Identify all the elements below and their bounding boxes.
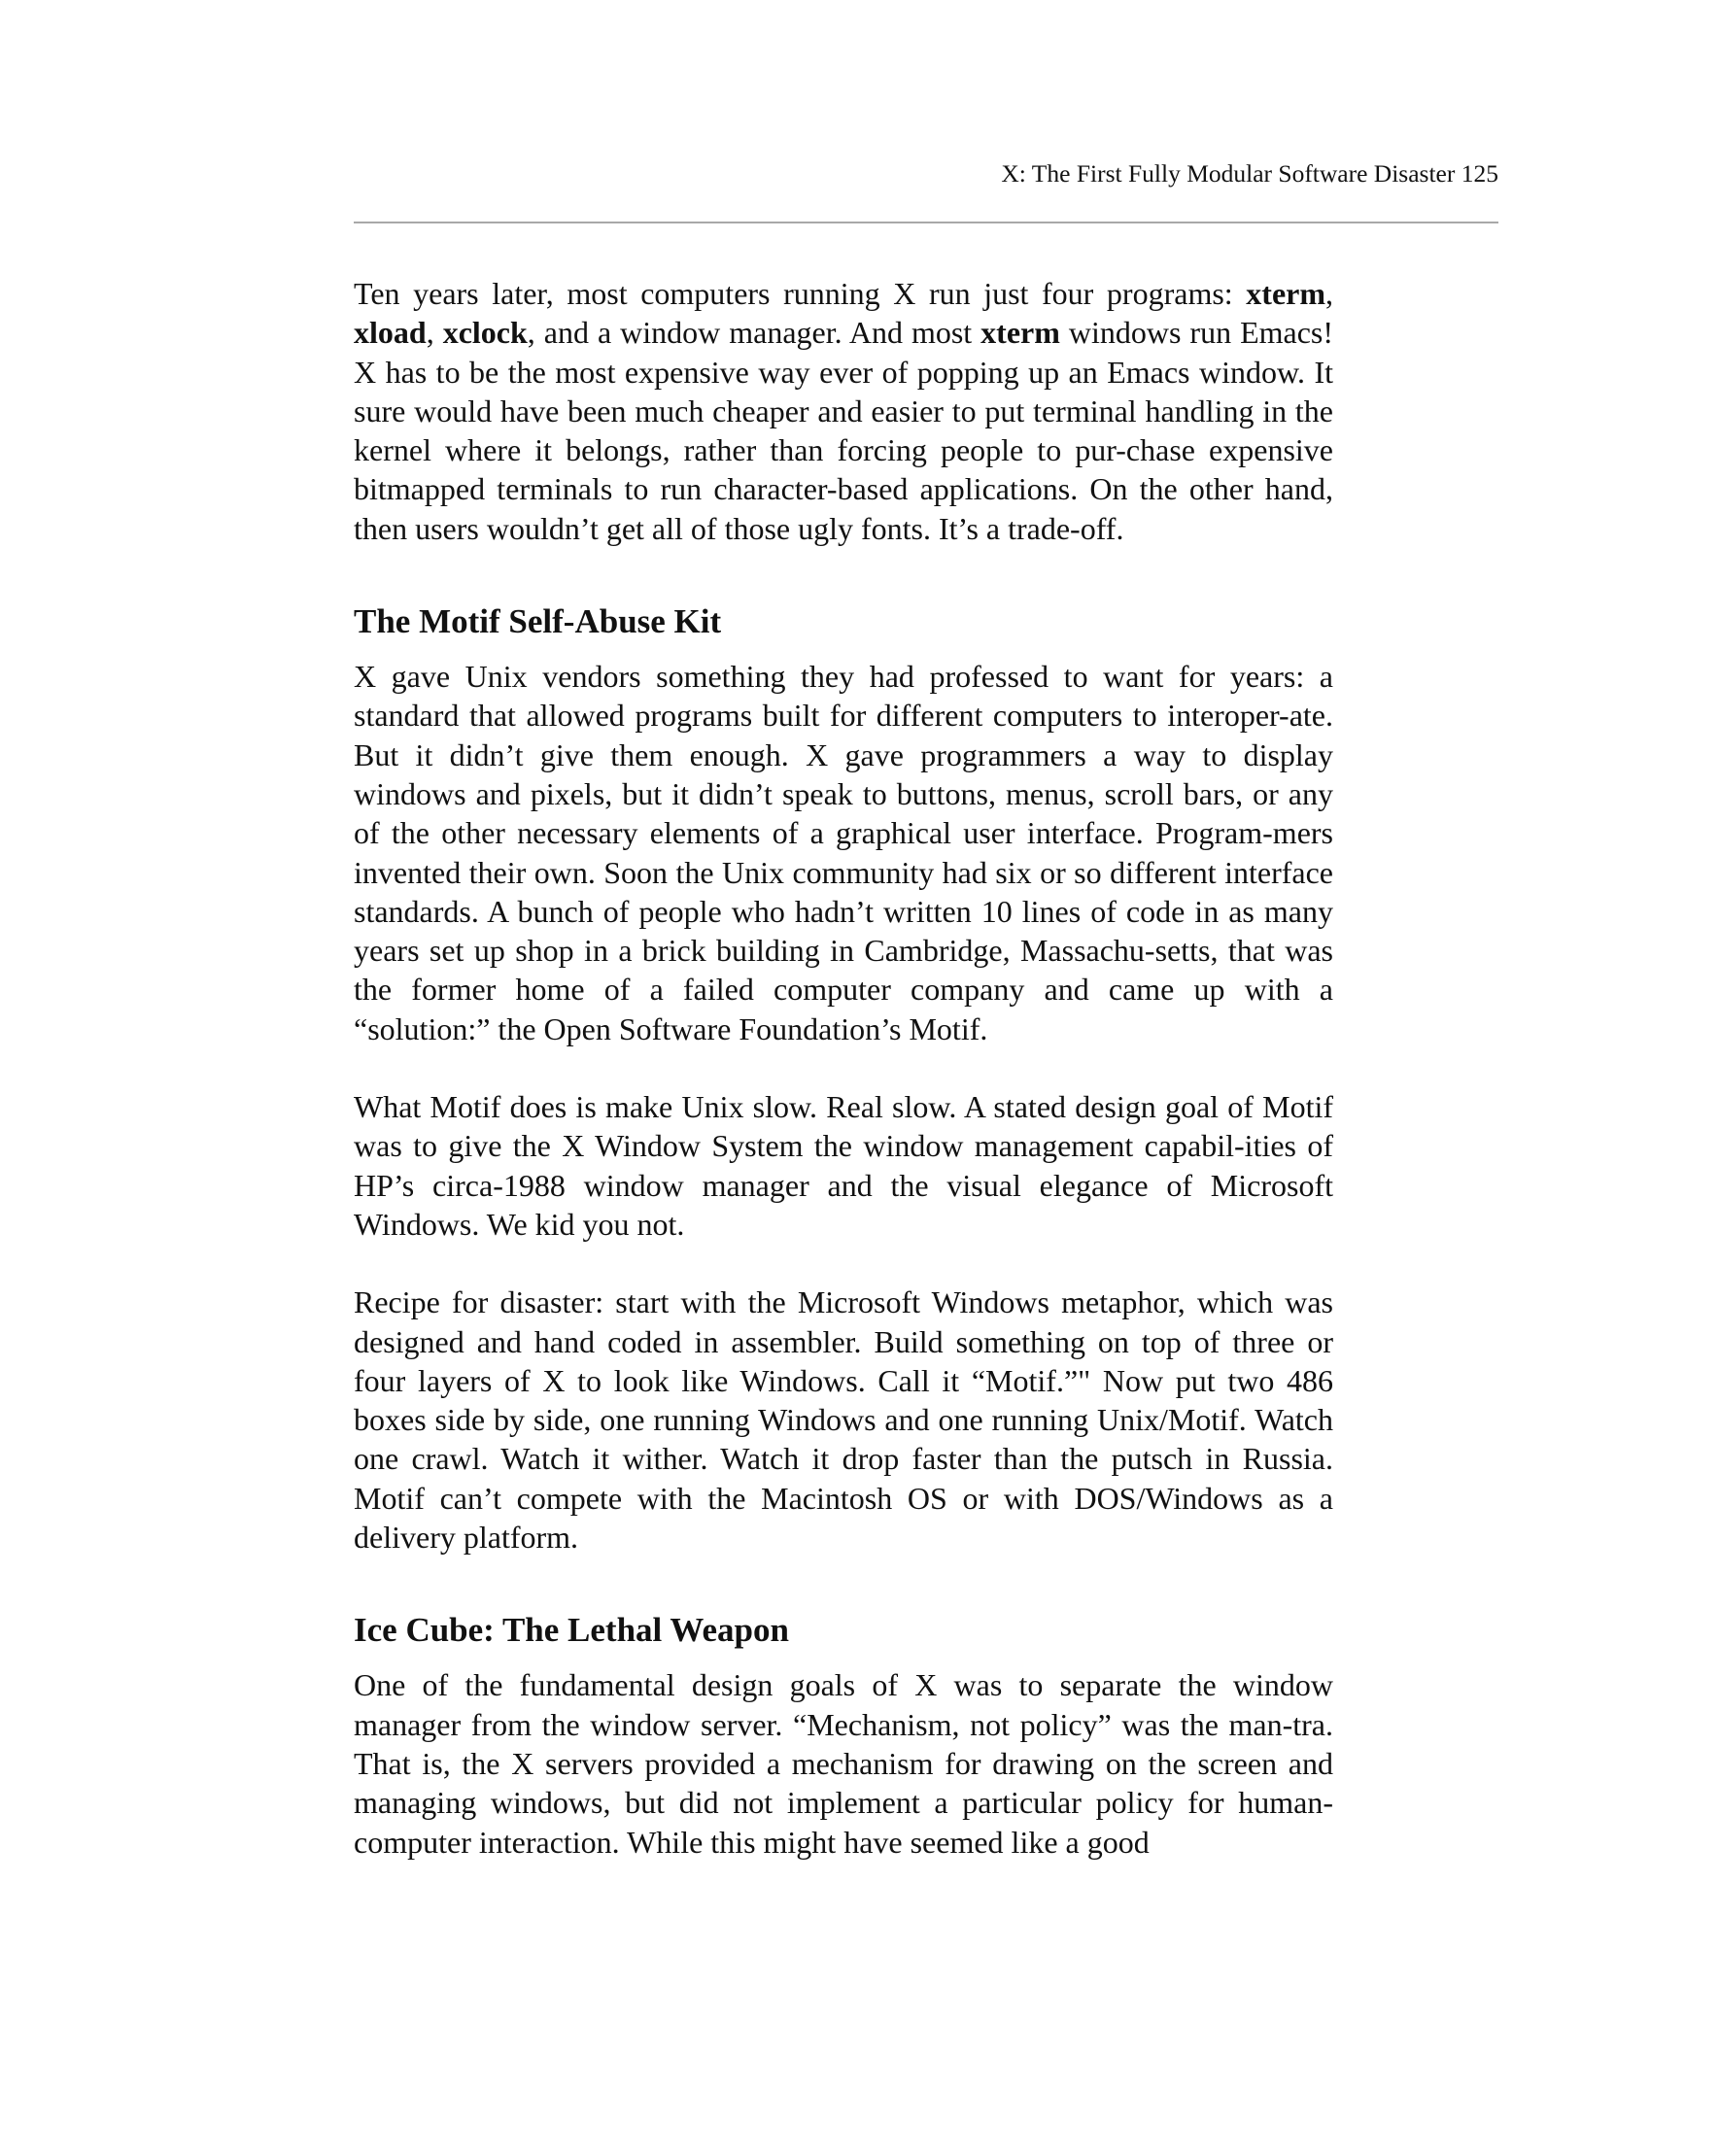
running-head: X: The First Fully Modular Software Disaster 125 bbox=[1001, 159, 1498, 188]
text-run: , and a window manager. And most bbox=[527, 315, 981, 351]
text-column bbox=[354, 274, 1333, 1862]
section-heading-ice-cube: Ice Cube: The Lethal Weapon bbox=[354, 1611, 789, 1650]
command-xterm: xterm bbox=[980, 315, 1060, 351]
command-xload: xload bbox=[354, 315, 427, 351]
header-rule bbox=[354, 222, 1498, 223]
paragraph-ice-cube-1: One of the fundamental design goals of X was to separate the window manager from the window server. “Mechanism, not policy” was the man-tra. That is, the X servers provided a mechanism for drawing on the screen and managing windows, but did not implement a particular policy for human-computer interaction. While this might have seemed like a good bbox=[354, 1667, 1333, 1860]
text-run: windows run Emacs! X has to be the most expensive way ever of popping up an Emacs window. It sure would have been much cheaper and easier to put terminal handling in the kernel where it belongs, rather than forcing people to pur-chase expensive bitmapped terminals to run character-based applications. On the other hand, then users wouldn’t get all of those ugly fonts. It’s a trade-off. bbox=[354, 315, 1334, 546]
paragraph-motif-3: Recipe for disaster: start with the Microsoft Windows metaphor, which was designed and hand coded in assembler. Build something on top of three or four layers of X to look like Windows. Call it “Motif.”" Now put two 486 boxes side by side, one running Windows and one running Unix/Motif. Watch one crawl. Watch it wither. Watch it drop faster than the putsch in Russia. Motif can’t compete with the Macintosh OS or with DOS/Windows as a delivery platform. bbox=[354, 1284, 1333, 1556]
paragraph-motif-1: X gave Unix vendors something they had professed to want for years: a standard that allowed programs built for different computers to interoper-ate. But it didn’t give them enough. X gave programmers a way to display windows and pixels, but it didn’t speak to buttons, menus, scroll bars, or any of the other necessary elements of a graphical user interface. Program-mers invented their own. Soon the Unix community had six or so different interface standards. A bunch of people who hadn’t written 10 lines of code in as many years set up shop in a brick building in Cambridge, Massachu-setts, that was the former home of a failed computer company and came up with a “solution:” the Open Software Foundation’s Motif. bbox=[354, 659, 1333, 1046]
text-run: , bbox=[426, 315, 443, 351]
text-run: , bbox=[1325, 276, 1333, 311]
paragraph-intro bbox=[354, 274, 1333, 548]
command-xclock: xclock bbox=[442, 315, 528, 351]
paragraph-motif-2: What Motif does is make Unix slow. Real slow. A stated design goal of Motif was to give the X Window System the window management capabil-ities of HP’s circa-1988 window manager and the visual elegance of Microsoft Windows. We kid you not. bbox=[354, 1089, 1333, 1242]
command-xterm: xterm bbox=[1246, 276, 1325, 311]
text-run: Ten years later, most computers running X run just four programs: bbox=[354, 276, 1247, 311]
section-heading-motif: The Motif Self-Abuse Kit bbox=[354, 602, 722, 641]
